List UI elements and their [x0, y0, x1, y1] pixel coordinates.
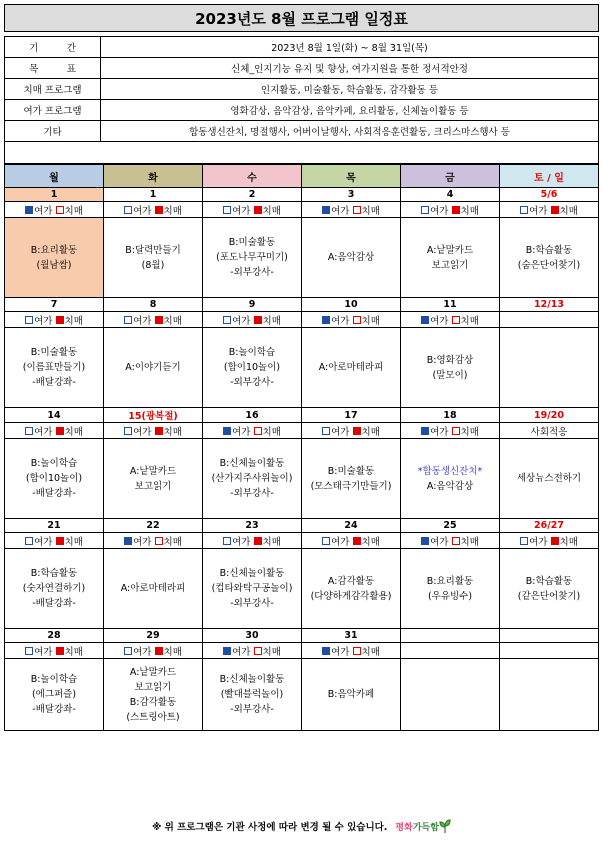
activity-line: (월남쌈) — [36, 259, 72, 271]
date-cell: 15(광복절) — [104, 408, 203, 423]
filled-square-icon — [25, 206, 33, 214]
activity-line: B:요리활동 — [30, 244, 78, 256]
activity-line: 보고읽기 — [134, 480, 172, 492]
filled-square-icon — [452, 206, 460, 214]
date-cell: 9 — [203, 298, 302, 312]
date-cell: 17 — [302, 408, 401, 423]
activity-line: B:영화감상 — [426, 354, 474, 366]
activity-line: B:학습활동 — [525, 244, 573, 256]
organization-logo: 평화 가득함 — [395, 819, 450, 833]
activity-cell — [5, 549, 104, 629]
activity-line: (이름표만들기) — [22, 362, 86, 373]
activity-line: (숨은단어찾기) — [517, 259, 581, 271]
info-label: 기타 — [5, 121, 101, 142]
weekday-header: 금 — [401, 165, 500, 188]
activity-cell — [302, 659, 401, 731]
empty-square-icon — [25, 537, 33, 545]
activity-line: B:신체놀이활동 — [219, 568, 285, 579]
sprout-icon — [439, 819, 451, 833]
activity-cell — [500, 659, 599, 731]
empty-square-icon — [520, 206, 528, 214]
date-cell — [401, 629, 500, 643]
program-type-cell: 여가 치매 — [500, 202, 599, 218]
date-cell: 19/20 — [500, 408, 599, 423]
program-type-cell — [500, 643, 599, 659]
weekday-header: 수 — [203, 165, 302, 188]
filled-square-icon — [56, 316, 64, 324]
activity-cell — [104, 659, 203, 731]
activity-line: B:신체놀이활동 — [219, 458, 285, 469]
activity-line: -외부강사- — [230, 598, 274, 609]
empty-square-icon — [223, 316, 231, 324]
info-spacer — [4, 142, 599, 164]
activity-cell — [401, 549, 500, 629]
filled-square-icon — [254, 537, 262, 545]
empty-square-icon — [223, 537, 231, 545]
program-type-cell: 여가 치매 — [5, 312, 104, 328]
activity-line: B:달력만들기 — [125, 244, 181, 256]
filled-square-icon — [56, 647, 64, 655]
activity-line: A:음악감상 — [426, 480, 474, 492]
activity-line: B:미술활동 — [228, 237, 276, 248]
activity-cell — [401, 328, 500, 408]
activity-cell — [401, 659, 500, 731]
activity-line: (합이10놀이) — [223, 362, 281, 373]
date-cell: 7 — [5, 298, 104, 312]
activity-cell — [500, 439, 599, 519]
activity-line: B:놀이학습 — [30, 458, 78, 469]
activity-cell — [104, 328, 203, 408]
calendar-row — [5, 659, 599, 731]
program-type-cell — [500, 312, 599, 328]
activity-cell — [302, 328, 401, 408]
empty-square-icon — [520, 537, 528, 545]
calendar-row — [5, 629, 599, 643]
program-type-cell: 여가 치매 — [5, 643, 104, 659]
activity-line: A:이야기듣기 — [125, 362, 181, 373]
calendar-row — [5, 643, 599, 659]
program-type-cell: 여가 치매 — [302, 202, 401, 218]
activity-line: (컵타와탁구공놀이) — [211, 583, 293, 594]
activity-line: B:학습활동 — [525, 575, 573, 587]
filled-square-icon — [155, 316, 163, 324]
date-cell: 12/13 — [500, 298, 599, 312]
date-cell: 2 — [203, 188, 302, 202]
activity-line: (빨대블럭놀이) — [220, 689, 284, 700]
empty-square-icon — [322, 427, 330, 435]
event-label: *합동생신잔치* — [417, 465, 483, 477]
program-type-cell: 여가 치매 — [104, 643, 203, 659]
activity-cell — [500, 328, 599, 408]
activity-line: (같은단어찾기) — [517, 590, 581, 602]
activity-line: -배달강좌- — [32, 704, 76, 715]
program-type-cell: 여가 치매 — [104, 312, 203, 328]
calendar-row — [5, 218, 599, 298]
program-type-cell: 여가 치매 — [203, 533, 302, 549]
empty-square-icon — [353, 316, 361, 324]
filled-square-icon — [322, 647, 330, 655]
filled-square-icon — [254, 316, 262, 324]
info-label: 목 표 — [5, 58, 101, 79]
activity-line: B:신체놀이활동 — [219, 674, 285, 685]
activity-line: (말모이) — [432, 369, 468, 381]
weekday-header: 목 — [302, 165, 401, 188]
filled-square-icon — [124, 537, 132, 545]
program-type-cell: 여가 치매 — [203, 312, 302, 328]
activity-line: (합이10놀이) — [25, 473, 83, 484]
program-type-cell: 여가 치매 — [203, 202, 302, 218]
weekday-header: 화 — [104, 165, 203, 188]
activity-line: A:낱말카드 — [129, 666, 177, 678]
program-type-cell: 여가 치매 — [401, 312, 500, 328]
filled-square-icon — [421, 316, 429, 324]
program-type-cell: 여가 치매 — [104, 423, 203, 439]
activity-line: A:아로마테라피 — [120, 583, 186, 594]
info-row — [5, 79, 599, 100]
weekday-header-row — [5, 165, 599, 188]
calendar-row — [5, 549, 599, 629]
filled-square-icon — [254, 206, 262, 214]
activity-cell — [203, 549, 302, 629]
date-cell: 26/27 — [500, 519, 599, 533]
activity-line: A:음악감상 — [327, 252, 375, 263]
activity-cell — [500, 218, 599, 298]
filled-square-icon — [353, 537, 361, 545]
filled-square-icon — [421, 427, 429, 435]
program-type-cell: 여가 치매 — [401, 202, 500, 218]
info-value: 영화감상, 음악감상, 음악카페, 요리활동, 신체놀이활동 등 — [101, 100, 599, 121]
date-cell: 24 — [302, 519, 401, 533]
footnote-row — [4, 809, 599, 843]
empty-square-icon — [25, 427, 33, 435]
program-type-cell: 여가 치매 — [104, 533, 203, 549]
empty-square-icon — [452, 316, 460, 324]
info-value: 합동생신잔치, 명절행사, 어버이날행사, 사회적응훈련활동, 크리스마스행사 등 — [101, 121, 599, 142]
empty-square-icon — [353, 206, 361, 214]
info-value: 인지활동, 미술활동, 학습활동, 감각활동 등 — [101, 79, 599, 100]
empty-square-icon — [124, 206, 132, 214]
activity-line: (산가지주사위놀이) — [211, 473, 293, 484]
filled-square-icon — [322, 316, 330, 324]
date-cell: 23 — [203, 519, 302, 533]
activity-line: -배달강좌- — [32, 488, 76, 499]
empty-square-icon — [452, 537, 460, 545]
date-cell — [500, 629, 599, 643]
calendar-table — [4, 164, 599, 731]
program-type-cell — [401, 643, 500, 659]
activity-cell — [104, 549, 203, 629]
activity-line: (포도나무꾸미기) — [216, 252, 288, 263]
info-row — [5, 100, 599, 121]
date-cell: 14 — [5, 408, 104, 423]
empty-square-icon — [254, 427, 262, 435]
date-cell: 16 — [203, 408, 302, 423]
activity-line: (8월) — [141, 259, 165, 271]
activity-line: B:감각활동 — [129, 696, 177, 708]
calendar-row — [5, 328, 599, 408]
empty-square-icon — [124, 316, 132, 324]
filled-square-icon — [223, 647, 231, 655]
cell-subtitle: 사회적응 — [530, 426, 568, 438]
date-cell: 25 — [401, 519, 500, 533]
activity-line: B:음악카페 — [327, 689, 375, 700]
activity-line: (모스태극기만들기) — [310, 480, 392, 492]
activity-line: 보고읽기 — [134, 681, 172, 693]
activity-line: A:감각활동 — [327, 575, 375, 587]
activity-line: B:미술활동 — [30, 347, 78, 358]
info-row — [5, 37, 599, 58]
filled-square-icon — [56, 537, 64, 545]
filled-square-icon — [155, 647, 163, 655]
date-cell: 1 — [104, 188, 203, 202]
activity-line: 보고읽기 — [431, 259, 469, 271]
date-cell: 29 — [104, 629, 203, 643]
empty-square-icon — [254, 647, 262, 655]
activity-cell — [203, 439, 302, 519]
date-cell: 18 — [401, 408, 500, 423]
filled-square-icon — [322, 206, 330, 214]
calendar-row — [5, 188, 599, 202]
date-cell: 1 — [5, 188, 104, 202]
info-table — [4, 36, 599, 142]
empty-square-icon — [223, 206, 231, 214]
activity-line: -외부강사- — [230, 267, 274, 278]
activity-line: A:낱말카드 — [426, 244, 474, 256]
calendar-row — [5, 408, 599, 423]
empty-square-icon — [452, 427, 460, 435]
activity-cell — [500, 549, 599, 629]
activity-line: -외부강사- — [230, 377, 274, 388]
activity-line: -외부강사- — [230, 704, 274, 715]
empty-square-icon — [124, 647, 132, 655]
activity-line: B:요리활동 — [426, 575, 474, 587]
empty-square-icon — [56, 206, 64, 214]
page-title: 2023년도 8월 프로그램 일정표 — [4, 4, 599, 32]
activity-line: B:학습활동 — [30, 568, 78, 579]
date-cell: 10 — [302, 298, 401, 312]
activity-line: B:미술활동 — [327, 465, 375, 477]
program-type-cell: 여가 치매 — [5, 423, 104, 439]
activity-cell — [203, 218, 302, 298]
info-row — [5, 58, 599, 79]
activity-cell — [5, 218, 104, 298]
empty-square-icon — [124, 427, 132, 435]
date-cell: 30 — [203, 629, 302, 643]
activity-line: -배달강좌- — [32, 377, 76, 388]
calendar-row — [5, 533, 599, 549]
calendar-row — [5, 312, 599, 328]
activity-cell — [5, 659, 104, 731]
program-type-cell: 여가 치매 — [302, 533, 401, 549]
activity-line: (숫자연결하기) — [22, 583, 86, 594]
program-type-cell: 여가 치매 — [5, 202, 104, 218]
empty-square-icon — [353, 647, 361, 655]
activity-line: (스트링아트) — [126, 711, 180, 723]
filled-square-icon — [223, 427, 231, 435]
schedule-sheet — [4, 4, 599, 833]
date-cell: 11 — [401, 298, 500, 312]
activity-line: B:놀이학습 — [228, 347, 276, 358]
program-type-cell: 여가 치매 — [104, 202, 203, 218]
program-type-cell: 여가 치매 — [302, 643, 401, 659]
activity-line: -배달강좌- — [32, 598, 76, 609]
activity-line: 세상뉴스전하기 — [516, 473, 582, 484]
filled-square-icon — [155, 206, 163, 214]
info-row — [5, 121, 599, 142]
activity-cell — [302, 549, 401, 629]
date-cell: 4 — [401, 188, 500, 202]
empty-square-icon — [322, 537, 330, 545]
filled-square-icon — [353, 427, 361, 435]
info-value: 신체_인지기능 유지 및 향상, 여가지원을 통한 정서적안정 — [101, 58, 599, 79]
calendar-row — [5, 202, 599, 218]
activity-cell — [401, 218, 500, 298]
filled-square-icon — [551, 206, 559, 214]
activity-cell — [104, 439, 203, 519]
filled-square-icon — [155, 427, 163, 435]
empty-square-icon — [421, 206, 429, 214]
program-type-cell: 여가 치매 — [5, 533, 104, 549]
date-cell: 28 — [5, 629, 104, 643]
activity-cell — [203, 659, 302, 731]
calendar-row — [5, 298, 599, 312]
footnote: ※ 위 프로그램은 기관 사정에 따라 변경 될 수 있습니다. — [152, 822, 388, 833]
activity-cell — [5, 439, 104, 519]
activity-cell — [104, 218, 203, 298]
activity-line: (다양하게감각활용) — [310, 590, 392, 602]
program-type-cell: 여가 치매 — [302, 312, 401, 328]
activity-cell — [203, 328, 302, 408]
filled-square-icon — [56, 427, 64, 435]
empty-square-icon — [25, 316, 33, 324]
calendar-row — [5, 439, 599, 519]
date-cell: 8 — [104, 298, 203, 312]
program-type-cell: 여가 치매 — [401, 423, 500, 439]
program-type-cell — [500, 423, 599, 439]
activity-cell — [302, 439, 401, 519]
empty-square-icon — [25, 647, 33, 655]
filled-square-icon — [421, 537, 429, 545]
info-label: 여가 프로그램 — [5, 100, 101, 121]
program-type-cell: 여가 치매 — [203, 643, 302, 659]
filled-square-icon — [551, 537, 559, 545]
info-value: 2023년 8월 1일(화) ~ 8월 31일(목) — [101, 37, 599, 58]
info-label: 기 간 — [5, 37, 101, 58]
activity-cell — [5, 328, 104, 408]
activity-cell — [302, 218, 401, 298]
activity-line: B:놀이학습 — [30, 674, 78, 685]
program-type-cell: 여가 치매 — [401, 533, 500, 549]
activity-line: (우유빙수) — [427, 590, 473, 602]
date-cell: 5/6 — [500, 188, 599, 202]
date-cell: 3 — [302, 188, 401, 202]
program-type-cell: 여가 치매 — [203, 423, 302, 439]
program-type-cell: 여가 치매 — [302, 423, 401, 439]
weekday-header: 토 / 일 — [500, 165, 599, 188]
activity-line: A:낱말카드 — [129, 465, 177, 477]
weekday-header: 월 — [5, 165, 104, 188]
calendar-row — [5, 423, 599, 439]
empty-square-icon — [155, 537, 163, 545]
activity-line: (에그퍼즐) — [31, 689, 77, 700]
calendar-row — [5, 519, 599, 533]
date-cell: 22 — [104, 519, 203, 533]
program-type-cell: 여가 치매 — [500, 533, 599, 549]
activity-line: -외부강사- — [230, 488, 274, 499]
info-label: 치매 프로그램 — [5, 79, 101, 100]
date-cell: 31 — [302, 629, 401, 643]
activity-cell — [401, 439, 500, 519]
activity-line: A:아로마테라피 — [318, 362, 384, 373]
date-cell: 21 — [5, 519, 104, 533]
